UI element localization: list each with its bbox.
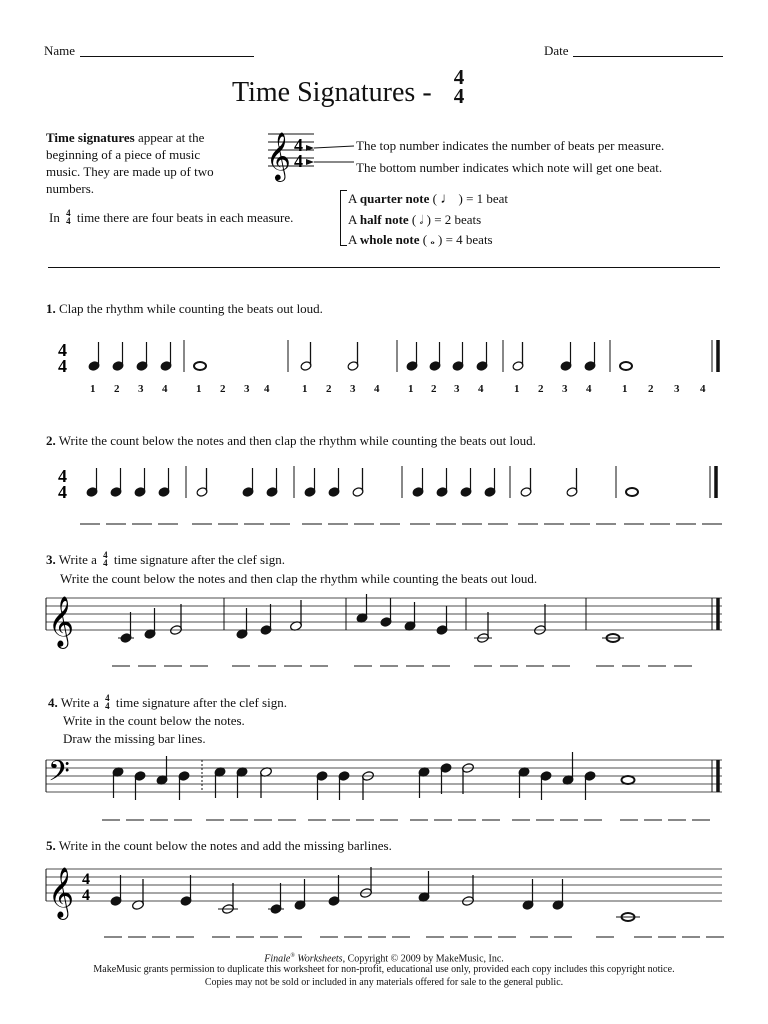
- svg-text:4: 4: [58, 340, 67, 360]
- footer-copyright: Finale® Worksheets, Copyright © 2009 by MakeMusic, Inc.: [264, 953, 504, 965]
- exercise-5-instruction: 5. Write in the count below the notes and add the missing barlines.: [46, 838, 392, 853]
- name-label: Name: [44, 43, 76, 58]
- note-value-quarter: A quarter note ( ♩ ) = 1 beat: [348, 191, 509, 207]
- exercise-2-instruction: 2. Write the count below the notes and then clap the rhythm while counting the beats out loud.: [46, 433, 536, 448]
- clef-time-signature-diagram: [258, 118, 358, 188]
- date-field[interactable]: [573, 56, 723, 57]
- svg-text:4: 4: [58, 466, 67, 486]
- treble-clef-icon: 𝄞: [266, 134, 291, 180]
- date-label: Date: [544, 43, 569, 58]
- whole-note-icon: 𝅝: [430, 235, 435, 247]
- half-note-icon: 𝅗𝅥: [419, 212, 424, 227]
- exercise-3-instruction: 3. Write a 4 4 time signature after the clef sign.: [46, 550, 285, 568]
- exercise-3-line2: Write the count below the notes and then clap the rhythm while counting the beats out loud.: [60, 571, 538, 586]
- section-divider: [48, 267, 720, 268]
- treble-clef-icon: 𝄞: [48, 597, 75, 646]
- exercise-4-line2: Write in the count below the notes.: [63, 713, 245, 728]
- title-time-signature: 4 4: [453, 65, 465, 108]
- name-field[interactable]: [80, 56, 254, 57]
- exercise-1-counts: 1 2 3 4 1 2 3 4 1 2 3 4 1 2 3 4 1 2 3 4 1 2 3 4: [90, 383, 706, 395]
- note-value-whole: A whole note ( 𝅝 ) = 4 beats: [348, 232, 493, 247]
- footer-permission: MakeMusic grants permission to duplicate this worksheet for non-profit, educational use only, provided each copy includes this copyright notice.: [93, 964, 675, 975]
- bass-clef-icon: 𝄢: [48, 757, 70, 794]
- exercise-1-instruction: 1. Clap the rhythm while counting the beats out loud.: [46, 301, 323, 316]
- exercise-4-line3: Draw the missing bar lines.: [63, 731, 206, 746]
- svg-text:4: 4: [58, 482, 67, 502]
- top-number-explanation: The top number indicates the number of beats per measure.: [356, 138, 665, 153]
- bottom-number-explanation: The bottom number indicates which note will get one beat.: [356, 160, 663, 175]
- note-values-list: [348, 189, 508, 252]
- page-title: Time Signatures -: [232, 77, 432, 108]
- svg-text:4: 4: [58, 356, 67, 376]
- exercise-3-staff: [40, 590, 730, 675]
- exercise-4-staff: [40, 748, 730, 828]
- footer-restriction: Copies may not be sold or included in any materials offered for sale to the general public.: [204, 977, 564, 988]
- note-values-bracket: [340, 190, 347, 246]
- intro-paragraph: Time signatures appear at the beginning of a piece of music music. They are made up of two numbers.: [46, 130, 214, 196]
- svg-text:4: 4: [82, 887, 90, 904]
- note-value-half: A half note ( 𝅗𝅥 ) = 2 beats: [348, 211, 482, 227]
- quarter-note-icon: ♩: [440, 191, 456, 207]
- svg-text:4: 4: [294, 151, 303, 171]
- exercise-5-staff: [40, 857, 730, 947]
- four-four-sentence: In 4 4 time there are four beats in each measure.: [49, 208, 294, 226]
- exercise-2-rhythm: [40, 460, 730, 540]
- svg-text:4: 4: [82, 871, 90, 888]
- svg-text:4: 4: [294, 135, 303, 155]
- exercise-4-instruction: 4. Write a 4 4 time signature after the clef sign.: [48, 693, 287, 711]
- treble-clef-icon: 𝄞: [48, 868, 75, 917]
